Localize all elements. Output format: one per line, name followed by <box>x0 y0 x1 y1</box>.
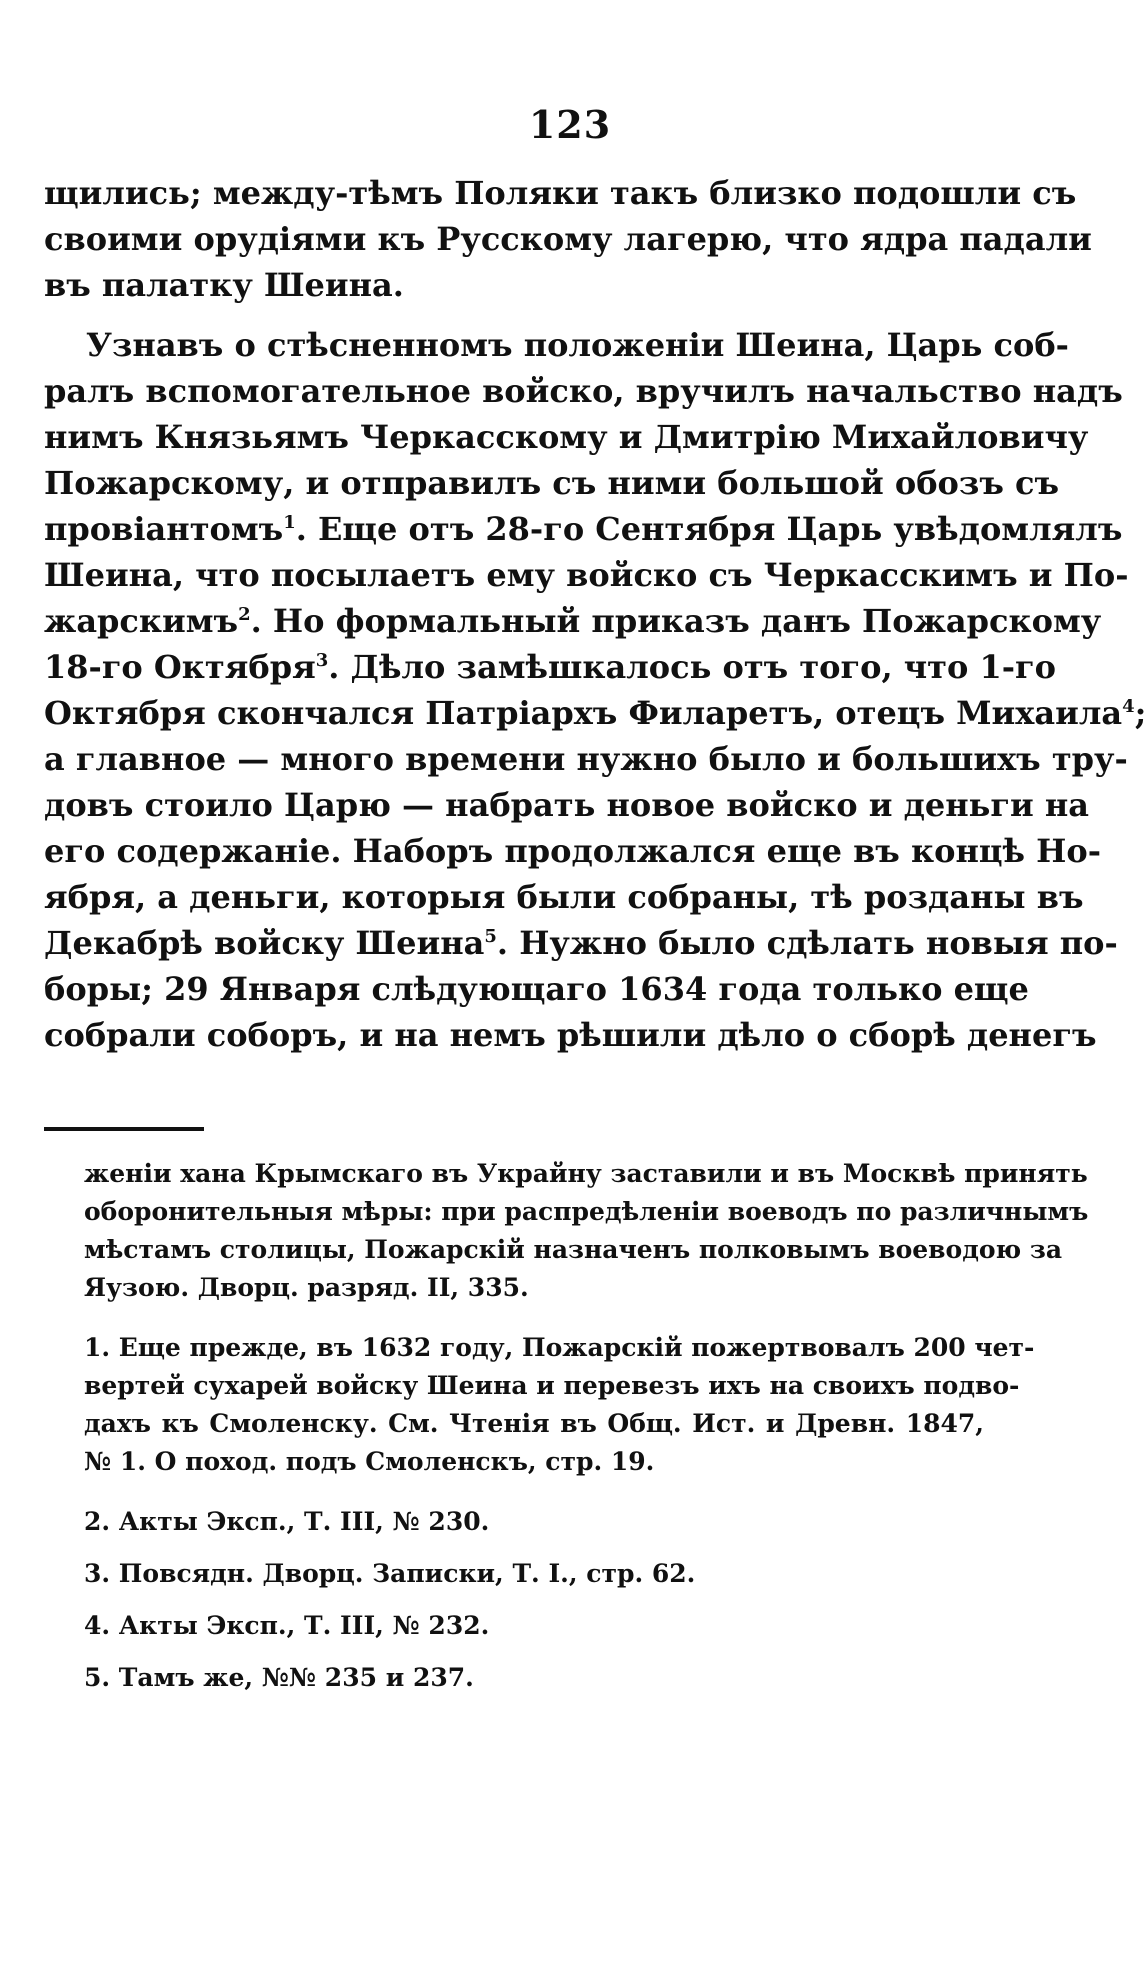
text-segment: жарскимъ <box>44 602 239 640</box>
text-line: боры; 29 Января слѣдующаго 1634 года только еще <box>44 970 1029 1008</box>
text-segment: Декабрѣ войску Шеина <box>44 924 485 962</box>
text-line <box>44 598 1102 644</box>
footnote-ref-3: 3 <box>315 650 329 671</box>
footnote-separator <box>44 1127 204 1131</box>
footnote-line: № 1. О поход. подъ Смоленскъ, стр. 19. <box>84 1447 655 1476</box>
footnote-1: 1. Еще прежде, въ 1632 году, Пожарскій пожертвовалъ 200 чет- <box>84 1333 1035 1362</box>
text-segment: . Нужно было сдѣлать новыя по- <box>496 924 1118 962</box>
footnote-2: 2. Акты Эксп., Т. III, № 230. <box>84 1507 490 1536</box>
text-line <box>44 644 1056 690</box>
main-text <box>44 170 1146 1058</box>
text-line: щились; между-тѣмъ Поляки такъ близко подошли съ <box>44 174 1077 212</box>
text-segment: . Дѣло замѣшкалось отъ того, что 1-го <box>328 648 1056 686</box>
footnote-line: оборонительныя мѣры: при распредѣленіи воеводъ по различнымъ <box>84 1197 1089 1226</box>
footnote-ref-5: 5 <box>484 926 497 947</box>
footnote-gap <box>44 1645 984 1659</box>
text-line <box>44 506 1123 552</box>
text-segment: 18-го Октября <box>44 648 316 686</box>
footnote-ref-4: 4 <box>1122 696 1135 717</box>
footnote-5: 5. Тамъ же, №№ 235 и 237. <box>84 1663 474 1692</box>
footnote-line: мѣстамъ столицы, Пожарскій назначенъ полковымъ воеводою за <box>84 1235 1063 1264</box>
text-segment: . Еще отъ 28-го Сентября Царь увѣдомлялъ <box>295 510 1123 548</box>
text-line: въ палатку Шеина. <box>44 266 404 304</box>
footnote-gap <box>44 1481 984 1503</box>
text-line: собрали соборъ, и на немъ рѣшили дѣло о сборѣ денегъ <box>44 1016 1097 1054</box>
text-segment: провіантомъ <box>44 510 284 548</box>
footnote-line: женіи хана Крымскаго въ Украйну заставили и въ Москвѣ принять <box>84 1159 1088 1188</box>
footnote-gap <box>44 1541 984 1555</box>
footnotes <box>44 1155 1089 1697</box>
footnote-3: 3. Повсядн. Дворц. Записки, Т. I., стр. 62. <box>84 1559 696 1588</box>
text-line: Шеина, что посылаетъ ему войско съ Черкасскимъ и По- <box>44 556 1129 594</box>
footnote-line: Яузою. Дворц. разряд. II, 335. <box>84 1273 529 1302</box>
text-segment: . Но формальный приказъ данъ Пожарскому <box>250 602 1102 640</box>
footnote-ref-1: 1 <box>283 512 296 533</box>
text-line: а главное — много времени нужно было и большихъ тру- <box>44 740 1128 778</box>
text-line: довъ стоило Царю — набрать новое войско и деньги на <box>44 786 1090 824</box>
footnote-gap <box>44 1593 984 1607</box>
footnote-line: вертей сухарей войску Шеина и перевезъ ихъ на своихъ подво- <box>84 1371 1020 1400</box>
paragraph-gap <box>44 308 984 322</box>
footnote-ref-2: 2 <box>238 604 251 625</box>
text-segment: ; <box>1134 694 1146 732</box>
text-line: его содержаніе. Наборъ продолжался еще въ концѣ Но- <box>44 832 1101 870</box>
text-line: ября, а деньги, которыя были собраны, тѣ розданы въ <box>44 878 1084 916</box>
text-line: Пожарскому, и отправилъ съ ними большой обозъ съ <box>44 464 1060 502</box>
text-segment: Октября скончался Патріархъ Филаретъ, отецъ Михаила <box>44 694 1123 732</box>
page-number: 123 <box>528 102 612 147</box>
text-line: нимъ Князьямъ Черкасскому и Дмитрію Михайловичу <box>44 418 1089 456</box>
text-line: ралъ вспомогательное войско, вручилъ начальство надъ <box>44 372 1123 410</box>
text-line <box>44 690 1146 736</box>
text-line: Узнавъ о стѣсненномъ положеніи Шеина, Царь соб- <box>86 326 1069 364</box>
footnote-4: 4. Акты Эксп., Т. III, № 232. <box>84 1611 490 1640</box>
text-line: своими орудіями къ Русскому лагерю, что ядра падали <box>44 220 1092 258</box>
footnote-gap <box>44 1307 984 1329</box>
footnote-line: дахъ къ Смоленску. См. Чтенія въ Общ. Ист. и Древн. 1847, <box>84 1409 984 1438</box>
text-line <box>44 920 1118 966</box>
